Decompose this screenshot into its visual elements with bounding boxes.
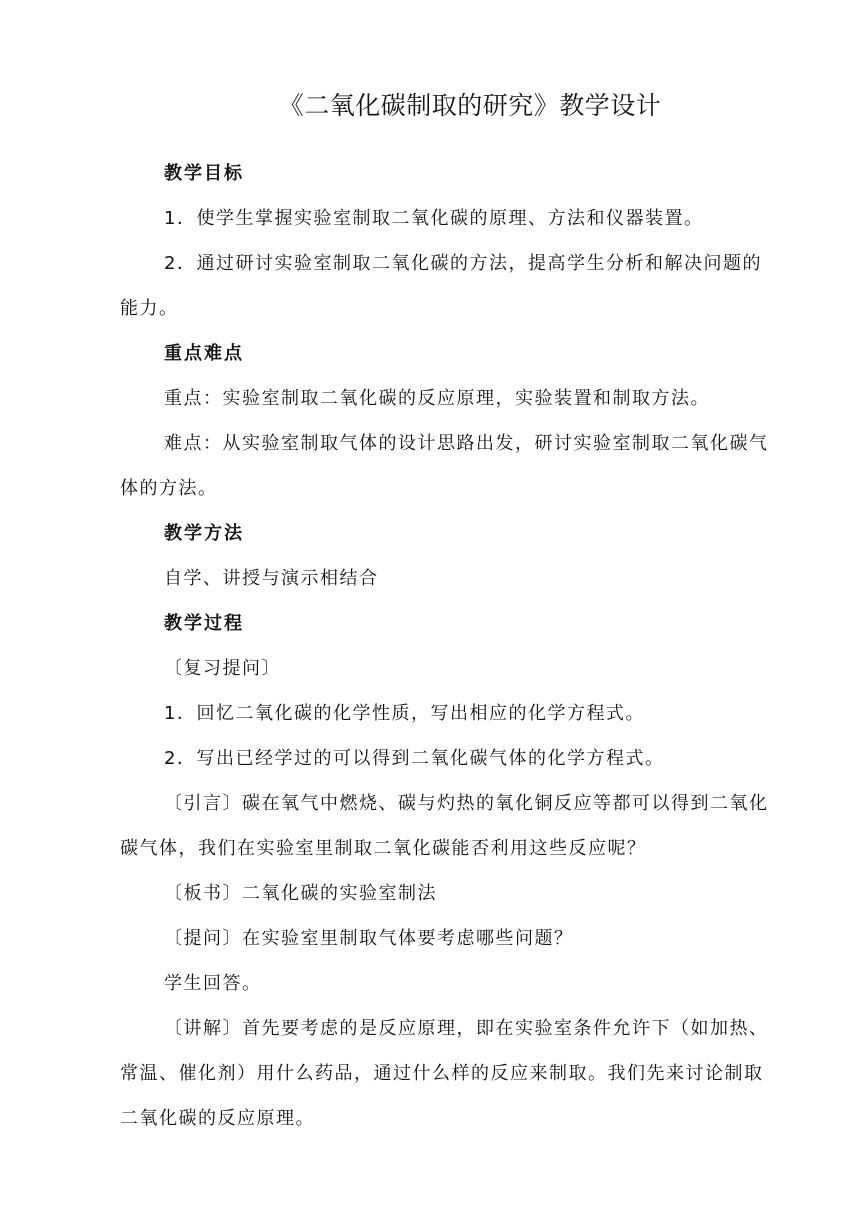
section-heading-process: 教学过程 <box>164 613 244 634</box>
paragraph-difficulty: 难点：从实验室制取气体的设计思路出发，研讨实验室制取二氧化碳气体的方法。 <box>120 433 769 499</box>
section-heading-key-points: 重点难点 <box>164 343 244 364</box>
paragraph-methods: 自学、讲授与演示相结合 <box>164 568 379 589</box>
paragraph-student-answer: 学生回答。 <box>164 973 262 994</box>
paragraph-intro: 〔引言〕碳在氧气中燃烧、碳与灼热的氧化铜反应等都可以得到二氧化碳气体，我们在实验室里制取二氧化碳能否利用这些反应呢？ <box>120 793 769 859</box>
paragraph-review: 〔复习提问〕 <box>164 658 281 679</box>
section-heading-objectives: 教学目标 <box>164 163 244 184</box>
document-body <box>120 151 780 1141</box>
document-title: 《二氧化碳制取的研究》教学设计 <box>278 91 662 120</box>
paragraph-review-1: 1．回忆二氧化碳的化学性质，写出相应的化学方程式。 <box>164 703 645 724</box>
paragraph-question: 〔提问〕在实验室里制取气体要考虑哪些问题？ <box>164 928 574 949</box>
section-heading-methods: 教学方法 <box>164 523 244 544</box>
paragraph-objective-1: 1．使学生掌握实验室制取二氧化碳的原理、方法和仪器装置。 <box>164 208 704 229</box>
paragraph-objective-2: 2．通过研讨实验室制取二氧化碳的方法，提高学生分析和解决问题的能力。 <box>120 253 762 319</box>
paragraph-board: 〔板书〕二氧化碳的实验室制法 <box>164 883 437 904</box>
paragraph-explanation: 〔讲解〕首先要考虑的是反应原理，即在实验室条件允许下（如加热、常温、催化剂）用什么药品，通过什么样的反应来制取。我们先来讨论制取二氧化碳的反应原理。 <box>120 1018 769 1129</box>
paragraph-key-point: 重点：实验室制取二氧化碳的反应原理，实验装置和制取方法。 <box>164 388 710 409</box>
paragraph-review-2: 2．写出已经学过的可以得到二氧化碳气体的化学方程式。 <box>164 748 665 769</box>
